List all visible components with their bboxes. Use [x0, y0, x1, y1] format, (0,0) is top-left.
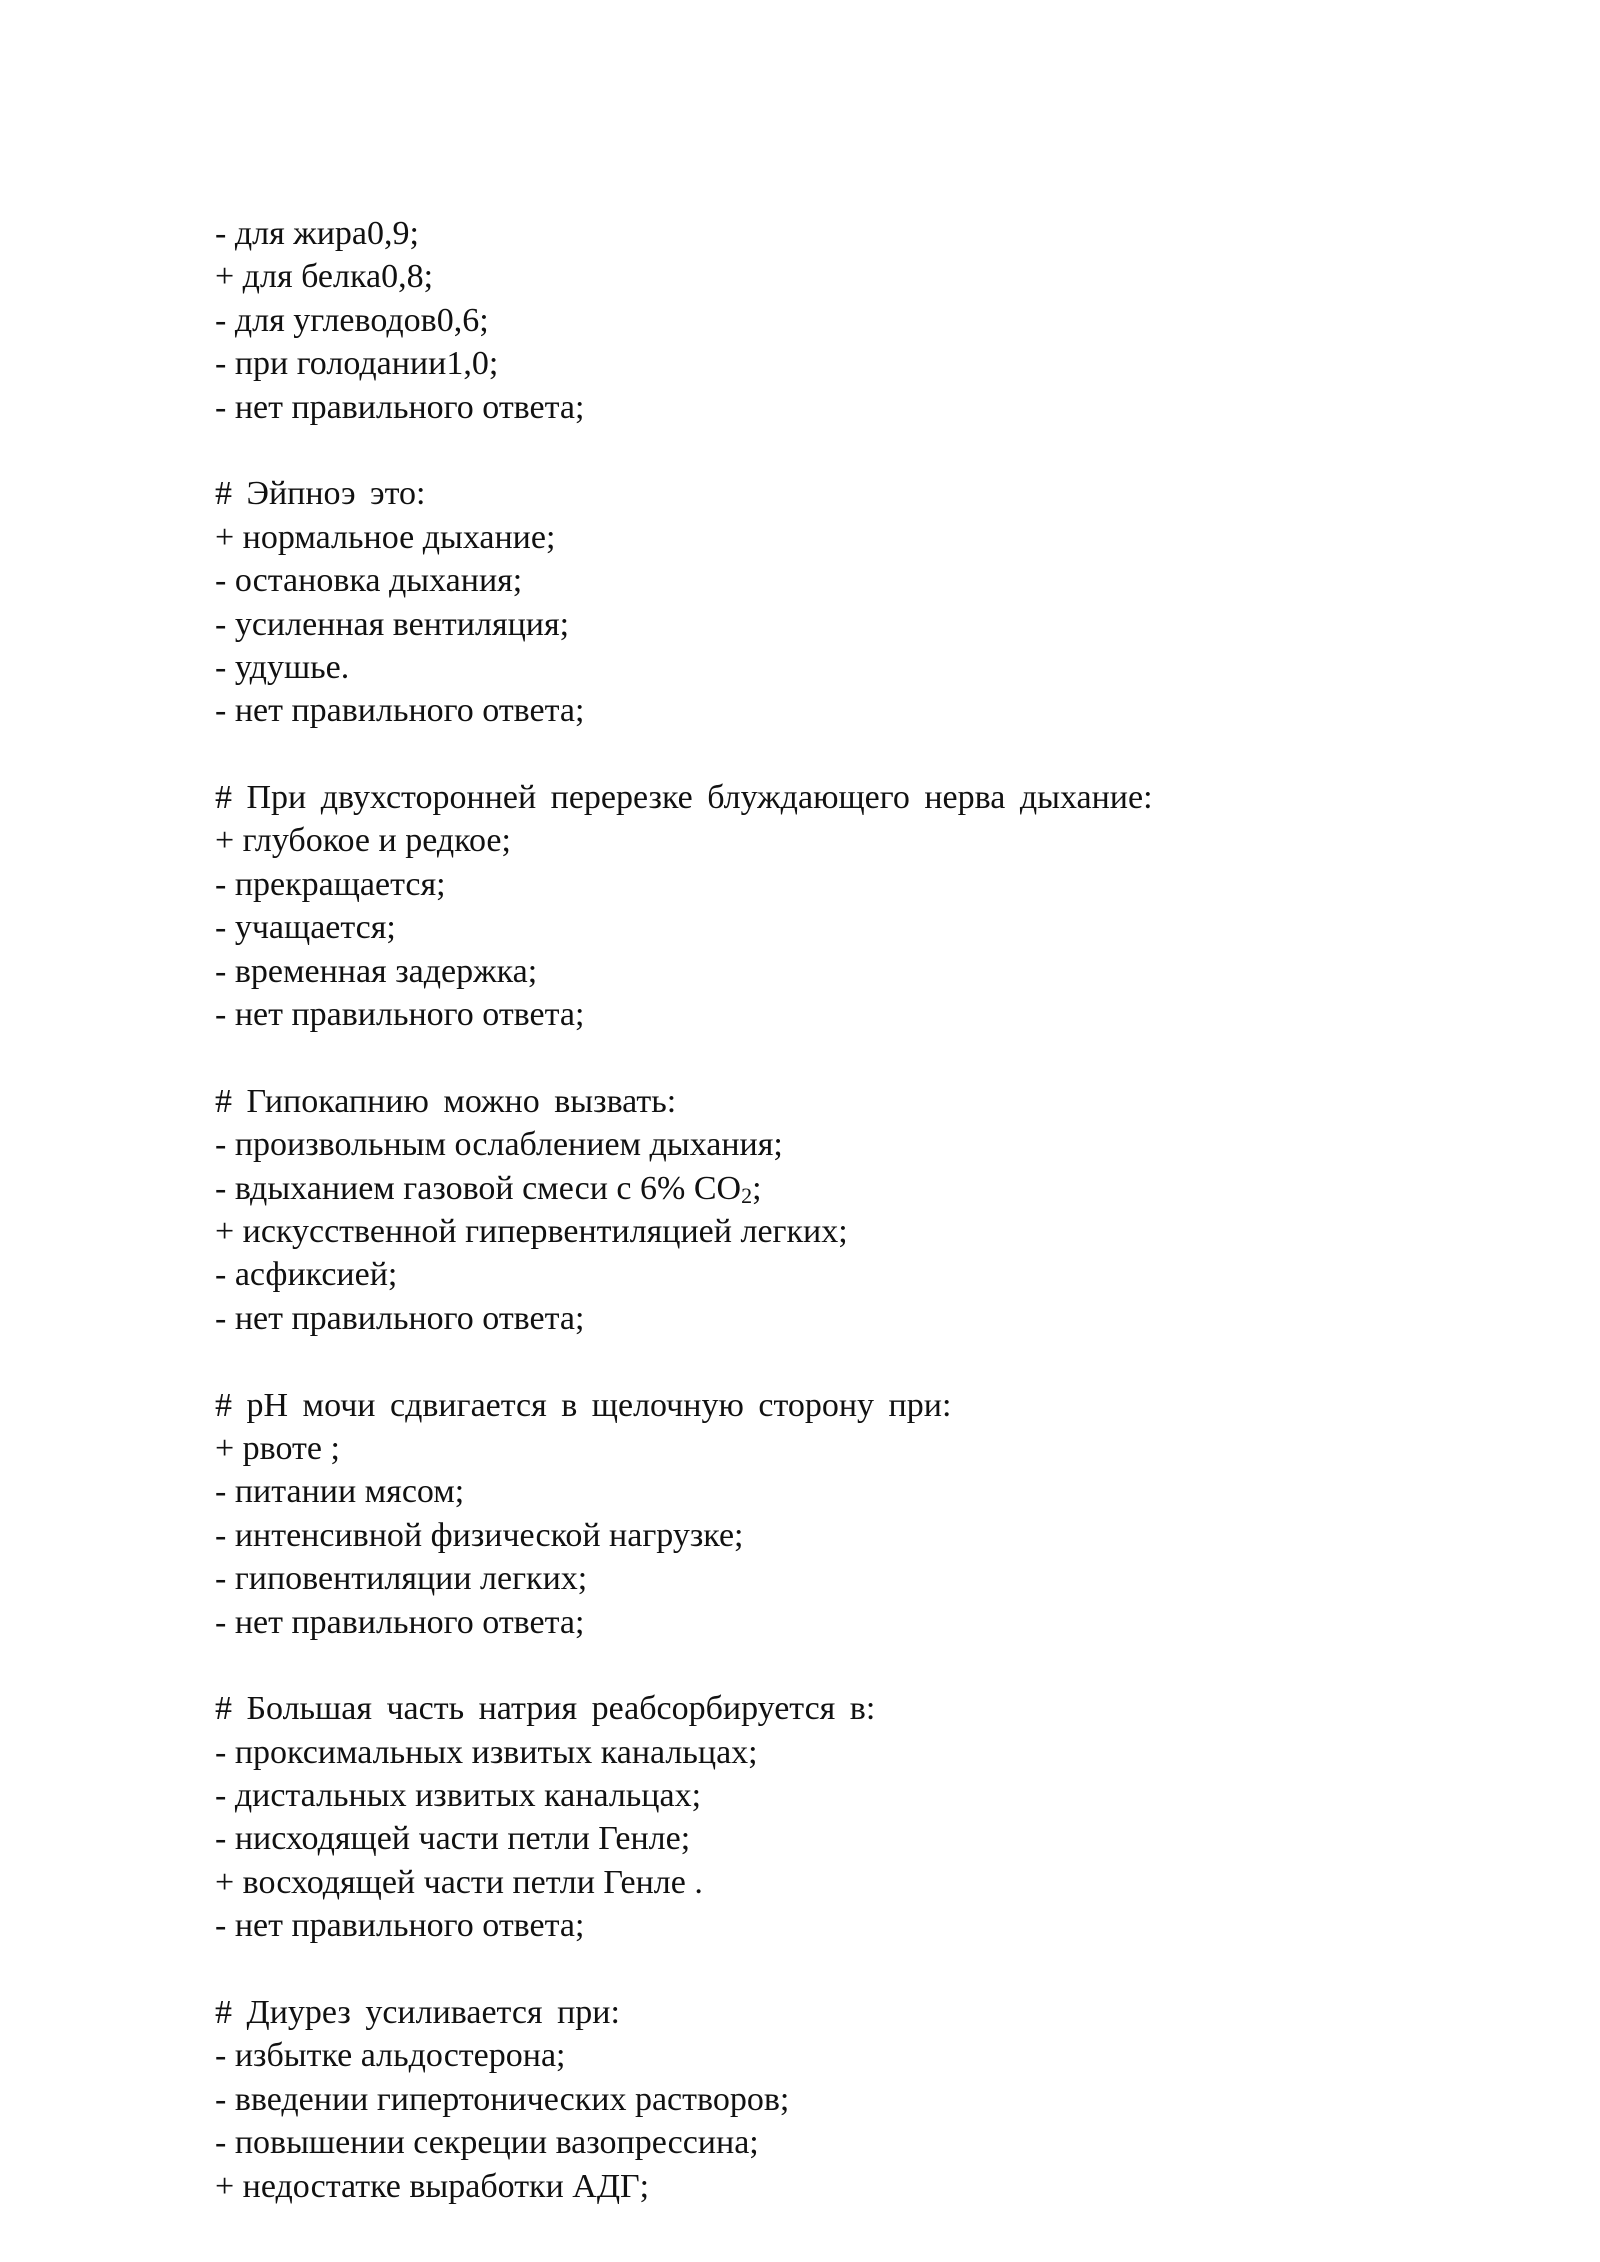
question-text: # pH мочи сдвигается в щелочную сторону при:: [215, 1386, 952, 1424]
answer-option: - асфиксией;: [215, 1256, 398, 1294]
question-block-hypocapnia: [215, 1080, 1465, 1340]
question-text: # Гипокапнию можно вызвать:: [215, 1082, 677, 1120]
answer-option-correct: + искусственной гипервентиляцией легких;: [215, 1212, 848, 1250]
answer-option: - питании мясом;: [215, 1473, 465, 1511]
answer-option: - учащается;: [215, 909, 396, 947]
question-block-urine-ph: [215, 1384, 1465, 1644]
answer-option: - проксимальных извитых канальцах;: [215, 1733, 758, 1771]
answer-option: - для углеводов0,6;: [215, 301, 489, 339]
answer-option: - прекращается;: [215, 865, 446, 903]
answer-option: - для жира0,9;: [215, 215, 419, 252]
question-block-diuresis: [215, 1991, 1465, 2208]
subscript-text: 2: [741, 1182, 753, 1208]
answer-option: - нет правильного ответа;: [215, 388, 585, 426]
document-content: [215, 212, 1465, 2208]
answer-option: - гиповентиляции легких;: [215, 1560, 588, 1598]
question-block-eupnea: [215, 472, 1465, 732]
answer-option: - нисходящей части петли Генле;: [215, 1820, 691, 1858]
answer-option: - временная задержка;: [215, 952, 538, 990]
answer-option: - введении гипертонических растворов;: [215, 2080, 790, 2118]
answer-block-1: [215, 212, 1465, 429]
answer-option: - нет правильного ответа;: [215, 692, 585, 730]
answer-option-correct: + для белка0,8;: [215, 258, 434, 296]
answer-option: - при голодании1,0;: [215, 345, 499, 383]
question-text: # При двухсторонней перерезке блуждающего нерва дыхание:: [215, 779, 1153, 817]
answer-option: - повышении секреции вазопрессина;: [215, 2124, 759, 2162]
answer-option-correct: + восходящей части петли Генле .: [215, 1863, 703, 1901]
question-text: # Большая часть натрия реабсорбируется в:: [215, 1690, 876, 1728]
answer-option: - произвольным ослаблением дыхания;: [215, 1126, 783, 1164]
answer-option: - остановка дыхания;: [215, 562, 523, 600]
answer-option-correct: + рвоте ;: [215, 1429, 340, 1467]
answer-option: - нет правильного ответа;: [215, 1907, 585, 1945]
answer-option: - избытке альдостерона;: [215, 2037, 566, 2075]
answer-option-correct: + нормальное дыхание;: [215, 518, 556, 556]
answer-option: - интенсивной физической нагрузке;: [215, 1516, 744, 1554]
answer-option: - нет правильного ответа;: [215, 1603, 585, 1641]
question-text: # Диурез усиливается при:: [215, 1994, 620, 2032]
answer-option: - дистальных извитых канальцах;: [215, 1777, 702, 1815]
answer-option: - нет правильного ответа;: [215, 996, 585, 1034]
answer-option-correct: + глубокое и редкое;: [215, 822, 511, 860]
answer-option-correct: + недостатке выработки АДГ;: [215, 2167, 650, 2205]
punctuation: ;: [752, 1169, 762, 1207]
question-block-sodium: [215, 1687, 1465, 1947]
answer-option: - усиленная вентиляция;: [215, 605, 570, 643]
question-block-vagus: [215, 776, 1465, 1036]
answer-option: - удушье.: [215, 648, 350, 686]
answer-option: - нет правильного ответа;: [215, 1299, 585, 1337]
answer-text: - вдыханием газовой смеси с 6% CO: [215, 1169, 742, 1207]
answer-option: [215, 1167, 1465, 1210]
question-text: # Эйпноэ это:: [215, 475, 426, 513]
